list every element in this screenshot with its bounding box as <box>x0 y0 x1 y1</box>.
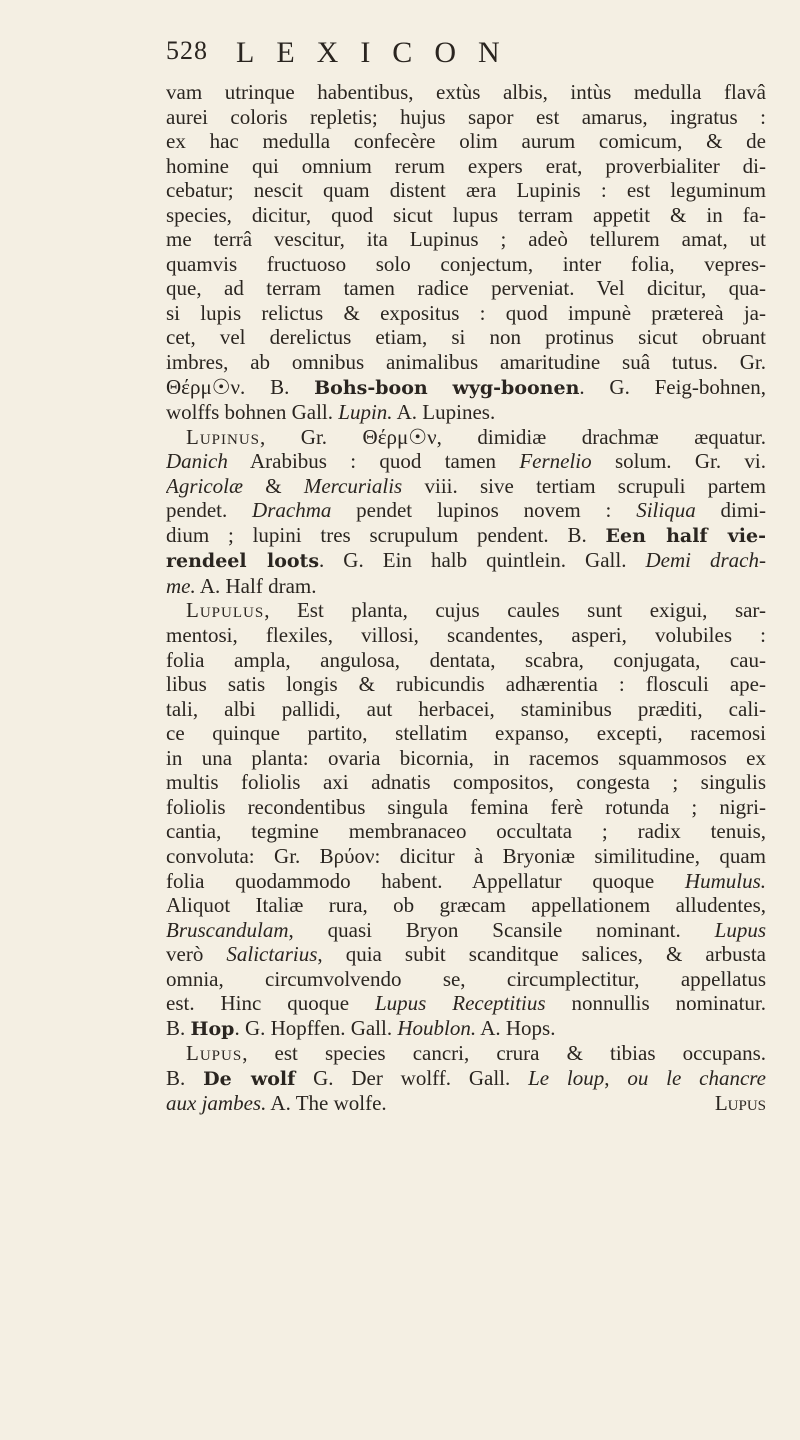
text-line <box>166 301 766 326</box>
text-segment: , Gr. Θέρμ☉ν, dimidiæ drachmæ æquatur. <box>260 424 766 449</box>
text-line <box>166 574 766 599</box>
text-segment: aurei coloris repletis; hujus sapor est amarus, ingratus : <box>166 104 766 129</box>
page-number: 528 <box>166 36 208 65</box>
text-segment: A. Half dram. <box>195 573 317 598</box>
text-line <box>166 227 766 252</box>
text-segment: cet, vel derelictus etiam, si non protinus sicut obruant <box>166 325 766 350</box>
text-segment: si lupis relictus & expositus : quod impunè prætereà ja- <box>166 300 766 325</box>
text-segment: ce quinque partito, stellatim expanso, excepti, racemosi <box>166 721 766 746</box>
text-segment: cebatur; nescit quam distent æra Lupinis : est leguminum <box>166 178 766 203</box>
text-segment: Aliquot Italiæ rura, ob græcam appellationem alludentes, <box>166 893 766 918</box>
text-segment: convoluta: Gr. Βρύον: dicitur à Bryoniæ similitudine, quam <box>166 843 766 868</box>
text-line <box>166 721 766 746</box>
text-segment: A. The wolfe. <box>266 1091 387 1116</box>
entry-headword: Lupus <box>186 1041 243 1066</box>
catchword: Lupus <box>714 1091 766 1116</box>
text-segment: est. Hinc quoque <box>166 991 375 1016</box>
text-line <box>166 325 766 350</box>
italic-text: Houblon. <box>397 1015 477 1040</box>
text-line <box>166 498 766 523</box>
text-line <box>166 252 766 277</box>
text-segment: Arabibus : quod tamen <box>227 449 520 474</box>
text-segment: . G. Hopffen. Gall. <box>234 1015 398 1040</box>
entry-headword: Lupulus <box>186 598 265 623</box>
text-line <box>166 350 766 375</box>
italic-text: Siliqua <box>636 498 696 523</box>
text-segment: imbres, ab omnibus animalibus amaritudine suâ tutus. Gr. <box>166 350 766 375</box>
text-segment: que, ad terram tamen radice perveniat. Vel dicitur, qua- <box>166 276 766 301</box>
text-segment: A. Lupines. <box>392 400 496 425</box>
blackletter-text: wyg-boonen <box>452 376 580 399</box>
blackletter-text: De wolf <box>203 1067 296 1090</box>
text-segment: B. <box>166 1065 204 1090</box>
italic-text: Bruscandulam <box>166 917 289 942</box>
text-line <box>166 178 766 203</box>
italic-text: Lupin. <box>338 400 393 425</box>
text-segment: mentosi, flexiles, villosi, scandentes, asperi, volubiles : <box>166 623 766 648</box>
text-line <box>166 203 766 228</box>
text-segment: , quia subit scanditque salices, & arbusta <box>317 942 766 967</box>
text-line <box>166 1041 766 1066</box>
text-line <box>166 1066 766 1092</box>
italic-text: aux jambes. <box>166 1091 267 1116</box>
italic-text: Lupus Receptitius <box>374 991 546 1016</box>
text-segment <box>428 375 453 399</box>
text-line <box>166 523 766 549</box>
text-segment: & <box>243 473 304 498</box>
text-line <box>166 819 766 844</box>
text-segment: me terrâ vescitur, ita Lupinus ; adeò tellurem amat, ut <box>166 227 766 252</box>
text-line <box>166 697 766 722</box>
italic-text: Danich <box>166 449 228 474</box>
text-segment: A. Hops. <box>476 1015 556 1040</box>
page-header <box>166 36 766 76</box>
text-line <box>166 598 766 623</box>
italic-text: me. <box>166 573 196 598</box>
text-segment: homine qui omnium rerum expers erat, proverbialiter di- <box>166 153 766 178</box>
running-title: LEXICON <box>236 36 522 69</box>
text-segment: quamvis fructuoso solo conjectum, inter folia, vepres- <box>166 251 766 276</box>
italic-text: Fernelio <box>519 449 592 474</box>
text-line <box>166 942 766 967</box>
text-line <box>166 991 766 1016</box>
text-segment: wolffs bohnen Gall. <box>166 400 339 425</box>
italic-text: Agricolæ <box>166 473 243 498</box>
text-line <box>166 648 766 673</box>
text-line <box>166 1016 766 1042</box>
italic-text: Mercurialis <box>303 473 403 498</box>
italic-text: Salictarius <box>226 942 318 967</box>
text-segment: nonnullis nominatur. <box>545 991 766 1016</box>
text-segment: viii. sive tertiam scrupuli partem <box>402 473 766 498</box>
blackletter-text: rendeel loots <box>166 550 320 573</box>
text-line <box>166 105 766 130</box>
italic-text: Lupus <box>714 917 766 942</box>
text-segment: omnia, circumvolvendo se, circumplectitur, appellatus <box>166 966 766 991</box>
italic-text: Drachma <box>252 498 332 523</box>
text-segment: pendet lupinos novem : <box>331 498 637 523</box>
text-segment: folia ampla, angulosa, dentata, scabra, conjugata, cau- <box>166 647 766 672</box>
text-line <box>166 918 766 943</box>
text-line <box>166 869 766 894</box>
text-segment: . G. Ein halb quintlein. Gall. <box>319 548 646 573</box>
text-segment: dium ; lupini tres scrupulum pendent. B. <box>166 522 606 547</box>
text-line <box>166 893 766 918</box>
text-segment: multis foliolis axi adnatis compositos, congesta ; singulis <box>166 770 766 795</box>
text-segment: , est species cancri, crura & tibias occupans. <box>242 1041 766 1066</box>
text-line <box>166 375 766 401</box>
text-segment: G. Der wolff. Gall. <box>295 1065 529 1090</box>
text-segment: dimi- <box>695 498 766 523</box>
text-segment: cantia, tegmine membranaceo occultata ; radix tenuis, <box>166 819 766 844</box>
text-segment: ex hac medulla confecère olim aurum comicum, & de <box>166 129 766 154</box>
text-segment: B. <box>166 1015 191 1040</box>
text-line <box>166 80 766 105</box>
blackletter-text: Hop <box>190 1017 235 1040</box>
text-segment: vam utrinque habentibus, extùs albis, intùs medulla flavâ <box>166 80 766 104</box>
text-segment: verò <box>166 942 227 967</box>
italic-text: Demi drach- <box>645 548 766 573</box>
blackletter-text: Bohs-boon <box>314 376 428 399</box>
italic-text: Humulus. <box>684 868 766 893</box>
text-segment: in una planta: ovaria bicornia, in racemos squammosos ex <box>166 745 766 770</box>
text-segment: folia quodammodo habent. Appellatur quoque <box>166 868 685 893</box>
italic-text: Le loup <box>528 1065 605 1090</box>
text-line <box>166 746 766 771</box>
text-line <box>166 795 766 820</box>
text-segment: solum. Gr. vi. <box>591 449 766 474</box>
text-line <box>166 400 766 425</box>
text-segment: , <box>604 1065 628 1090</box>
text-segment: , Est planta, cujus caules sunt exigui, sar- <box>264 598 766 623</box>
text-line <box>166 672 766 697</box>
body-text <box>166 80 766 1116</box>
entry-headword: Lupinus <box>186 424 261 449</box>
text-line <box>166 844 766 869</box>
text-segment: , quasi Bryon Scansile nominant. <box>288 917 715 942</box>
text-segment: foliolis recondentibus singula femina ferè rotunda ; nigri- <box>166 794 766 819</box>
text-line <box>166 276 766 301</box>
text-segment: pendet. <box>166 498 253 523</box>
text-line <box>166 623 766 648</box>
text-segment: Θέρμ☉ν. B. <box>166 374 315 399</box>
text-line <box>166 548 766 574</box>
text-line <box>166 1091 766 1116</box>
text-line <box>166 129 766 154</box>
text-segment: species, dicitur, quod sicut lupus terram appetit & in fa- <box>166 202 766 227</box>
text-segment: tali, albi pallidi, aut herbacei, staminibus præditi, cali- <box>166 696 766 721</box>
text-segment: libus satis longis & rubicundis adhærentia : flosculi ape- <box>166 672 766 697</box>
text-segment: . G. Feig-bohnen, <box>579 374 766 399</box>
text-line <box>166 967 766 992</box>
text-line <box>166 770 766 795</box>
blackletter-text: Een half vie- <box>605 524 766 547</box>
text-line <box>166 474 766 499</box>
italic-text: ou le chancre <box>627 1065 766 1090</box>
text-line <box>166 154 766 179</box>
text-line <box>166 425 766 450</box>
text-line <box>166 449 766 474</box>
